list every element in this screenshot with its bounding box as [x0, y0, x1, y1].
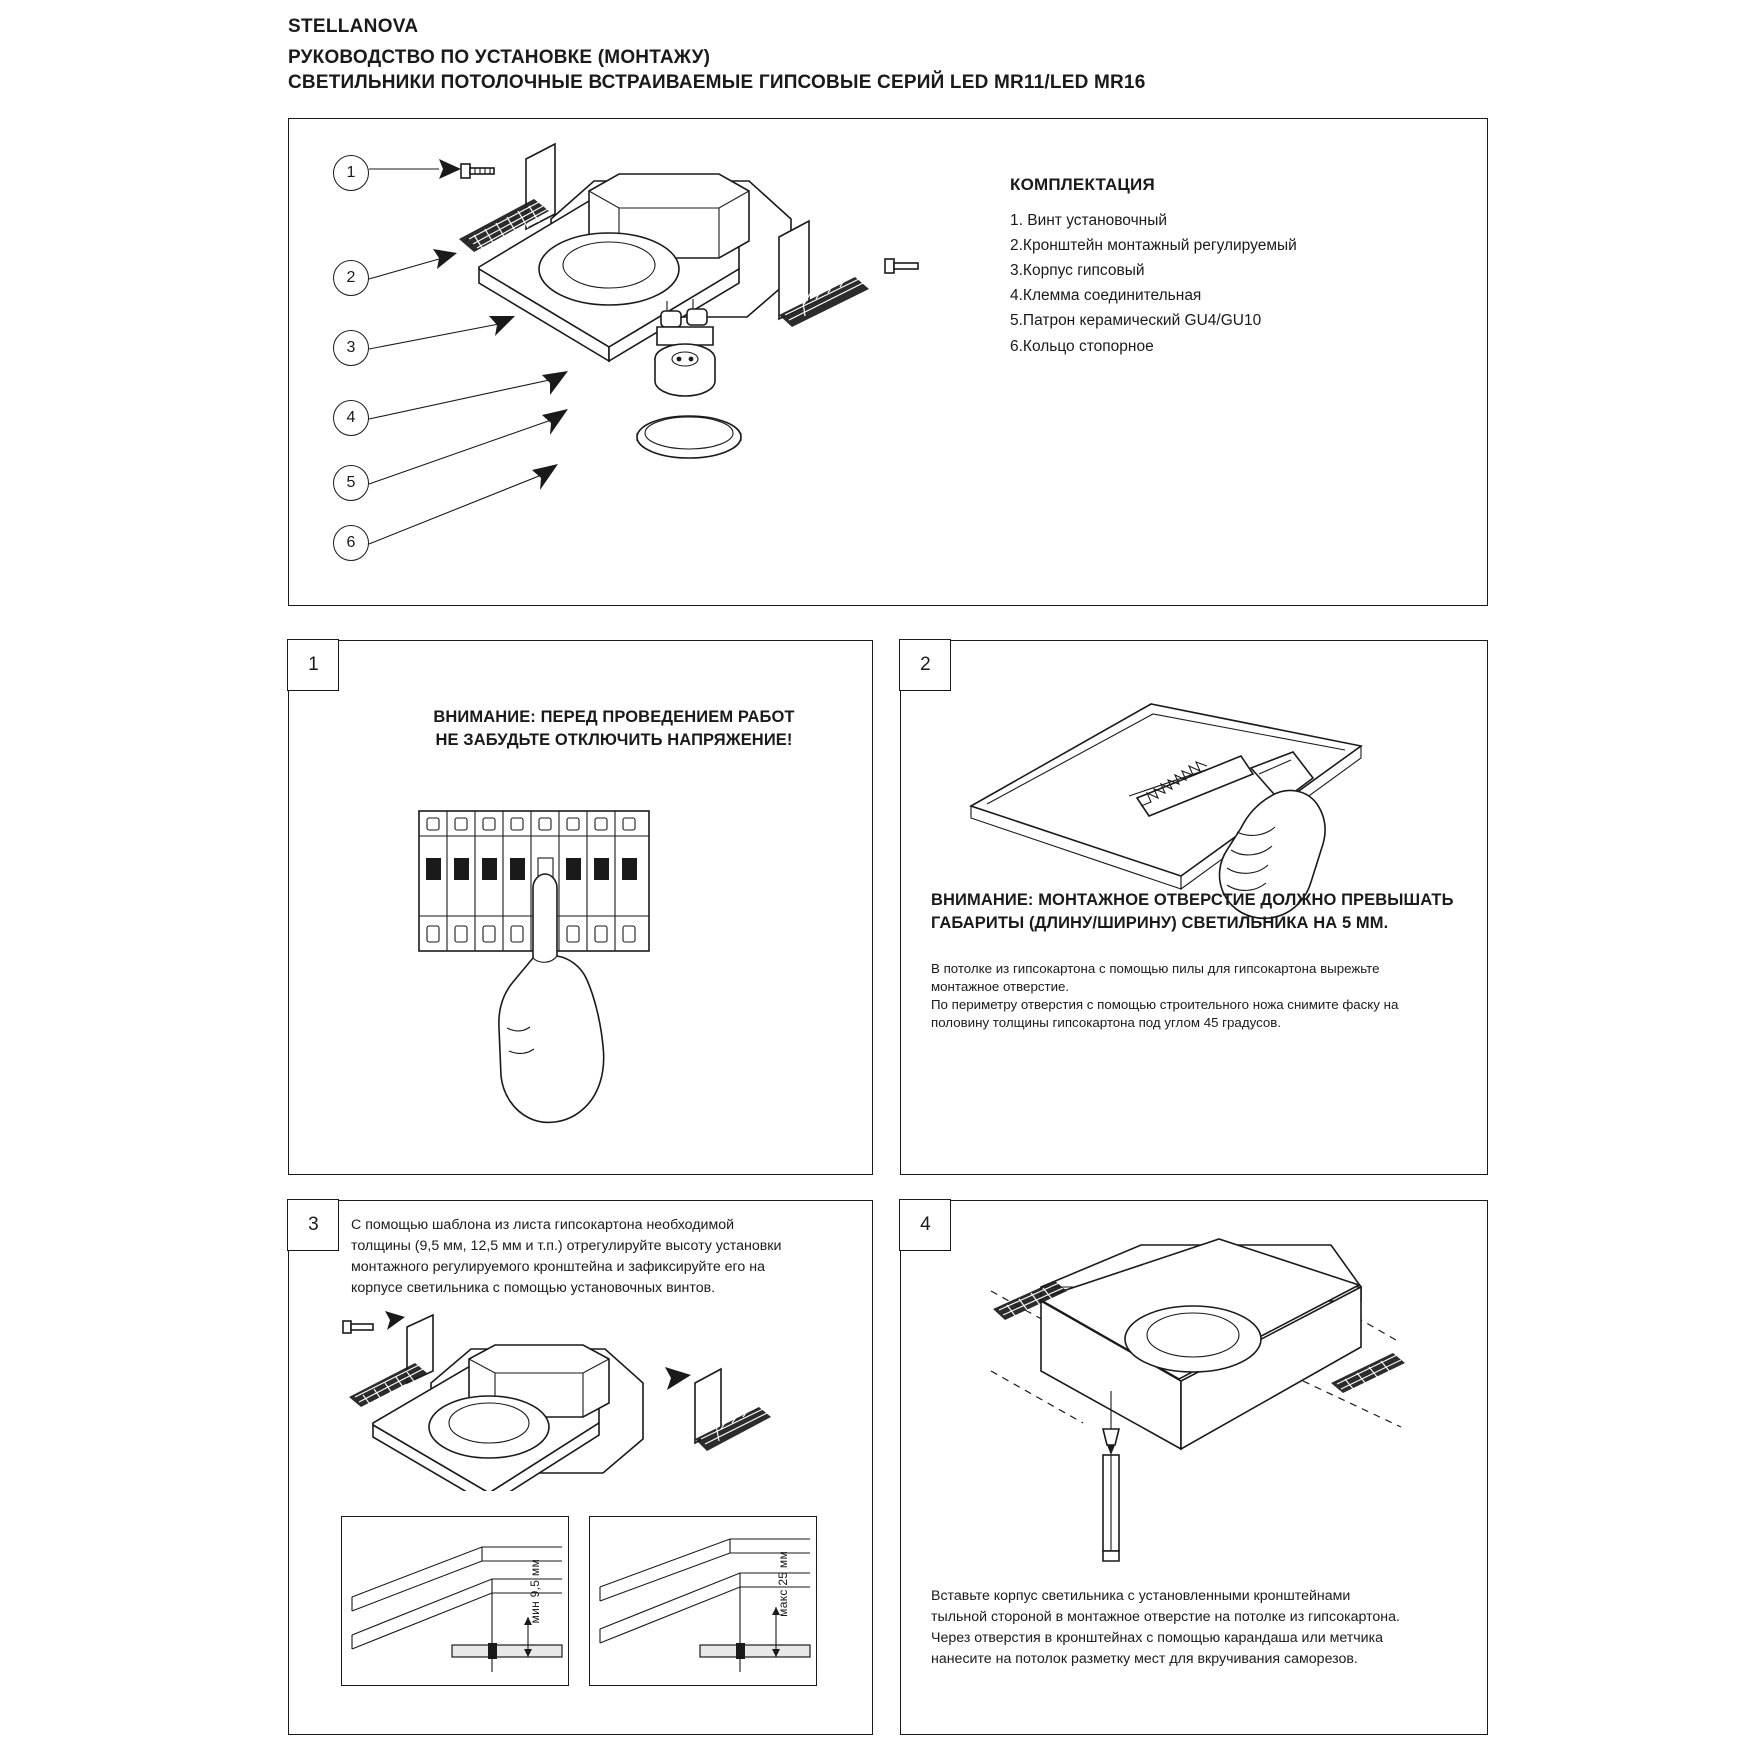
- step-1-badge: 1: [287, 639, 339, 691]
- parts-list-item: 3.Корпус гипсовый: [1010, 262, 1145, 280]
- breaker-panel-graphic: [399, 796, 779, 1156]
- callout-3: 3: [333, 330, 369, 366]
- bracket-adjustment-graphic: [329, 1311, 829, 1491]
- fixture-insertion-graphic: [931, 1231, 1461, 1571]
- callout-4: 4: [333, 400, 369, 436]
- step-2-body-line-1: В потолке из гипсокартона с помощью пилы для гипсокартона вырежьте: [931, 961, 1380, 976]
- callout-6: 6: [333, 525, 369, 561]
- document-title-line-1: РУКОВОДСТВО ПО УСТАНОВКЕ (МОНТАЖУ): [288, 47, 711, 68]
- step-1-warning-line-1: ВНИМАНИЕ: ПЕРЕД ПРОВЕДЕНИЕМ РАБОТ: [433, 708, 795, 726]
- mounting-bracket-right-graphic: [779, 221, 918, 327]
- step-3-text-line-2: толщины (9,5 мм, 12,5 мм и т.п.) отрегулируйте высоту установки: [351, 1238, 782, 1254]
- callout-2: 2: [333, 260, 369, 296]
- step-3-text-line-4: корпусе светильника с помощью установочных винтов.: [351, 1280, 716, 1296]
- step-2-panel: [900, 640, 1488, 1175]
- step-4-text-line-2: тыльной стороной в монтажное отверстие на потолке из гипсокартона.: [931, 1609, 1400, 1625]
- step-2-body-line-2: монтажное отверстие.: [931, 979, 1070, 994]
- parts-list-item: 1. Винт установочный: [1010, 212, 1168, 229]
- detail-min-thickness-box: [341, 1516, 569, 1686]
- ceramic-socket-graphic: [655, 344, 715, 396]
- retaining-ring-graphic: [637, 416, 741, 458]
- step-3-badge: 3: [287, 1199, 339, 1251]
- parts-list-title: КОМПЛЕКТАЦИЯ: [1010, 175, 1155, 194]
- step-4-text-line-1: Вставьте корпус светильника с установленными кронштейнами: [931, 1588, 1351, 1604]
- detail-min-thickness-label: мин 9,5 мм: [528, 1559, 542, 1624]
- document-header: [288, 16, 1488, 95]
- step-2-warning-line-2: ГАБАРИТЫ (ДЛИНУ/ШИРИНУ) СВЕТИЛЬНИКА НА 5 ММ.: [931, 914, 1389, 932]
- step-4-badge: 4: [899, 1199, 951, 1251]
- step-2-body-line-4: половину толщины гипсокартона под углом 45 градусов.: [931, 1015, 1282, 1030]
- detail-max-thickness-label: макс 25 мм: [776, 1551, 790, 1617]
- parts-list-item: 5.Патрон керамический GU4/GU10: [1010, 312, 1262, 330]
- parts-list: [1010, 175, 1440, 359]
- callout-1: 1: [333, 155, 369, 191]
- parts-list-item: 4.Клемма соединительная: [1010, 287, 1202, 305]
- step-2-badge: 2: [899, 639, 951, 691]
- step-3-text-line-3: монтажного регулируемого кронштейна и зафиксируйте его на: [351, 1259, 765, 1275]
- step-4-panel: [900, 1200, 1488, 1735]
- step-2-warning-line-1: ВНИМАНИЕ: МОНТАЖНОЕ ОТВЕРСТИЕ ДОЛЖНО ПРЕВЫШАТЬ: [931, 891, 1454, 909]
- step-3-text-line-1: С помощью шаблона из листа гипсокартона необходимой: [351, 1217, 735, 1233]
- step-4-text-line-4: нанесите на потолок разметку мест для вкручивания саморезов.: [931, 1651, 1358, 1667]
- parts-list-item: 2.Кронштейн монтажный регулируемый: [1010, 237, 1297, 255]
- step-4-text-line-3: Через отверстия в кронштейнах с помощью карандаша или метчика: [931, 1630, 1384, 1646]
- step-3-panel: [288, 1200, 873, 1735]
- callout-5: 5: [333, 465, 369, 501]
- document-title-line-2: СВЕТИЛЬНИКИ ПОТОЛОЧНЫЕ ВСТРАИВАЕМЫЕ ГИПСОВЫЕ СЕРИЙ LED MR11/LED MR16: [288, 72, 1146, 94]
- brand-name: STELLANOVA: [288, 16, 419, 37]
- step-2-body-line-3: По периметру отверстия с помощью строительного ножа снимите фаску на: [931, 997, 1399, 1012]
- step-1-panel: [288, 640, 873, 1175]
- mounting-screw-graphic: [461, 164, 494, 178]
- parts-list-item: 6.Кольцо стопорное: [1010, 337, 1154, 355]
- step-1-warning-line-2: НЕ ЗАБУДЬТЕ ОТКЛЮЧИТЬ НАПРЯЖЕНИЕ!: [435, 731, 793, 749]
- detail-max-thickness-box: [589, 1516, 817, 1686]
